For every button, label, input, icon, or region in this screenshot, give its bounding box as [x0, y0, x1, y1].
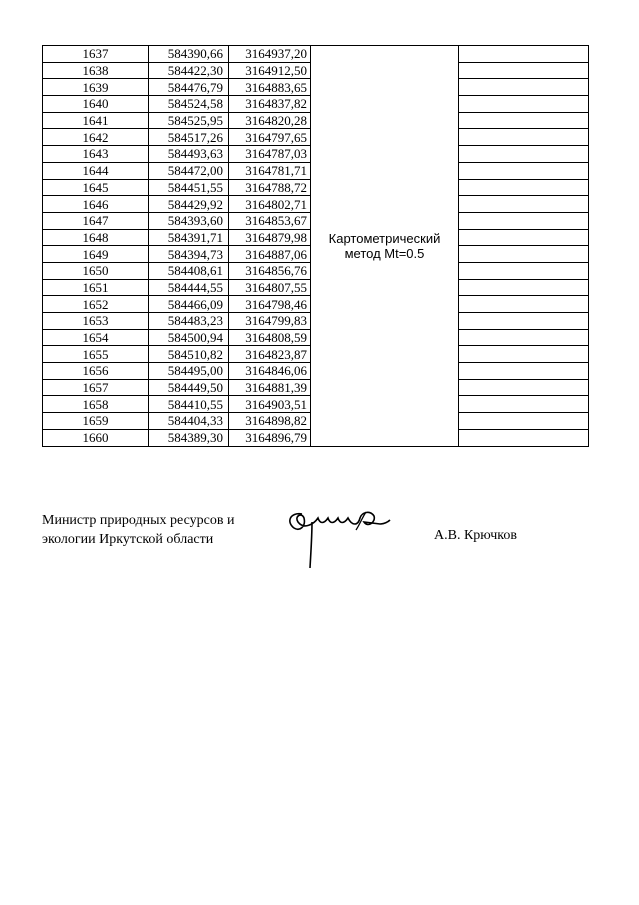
coordinate-y: 3164797,65 — [229, 129, 311, 146]
coordinate-x: 584391,71 — [149, 229, 229, 246]
coordinate-y: 3164856,76 — [229, 262, 311, 279]
empty-cell — [459, 96, 589, 113]
coordinate-x: 584393,60 — [149, 212, 229, 229]
handwritten-signature — [284, 500, 394, 572]
coordinate-x: 584394,73 — [149, 246, 229, 263]
coordinate-x: 584410,55 — [149, 396, 229, 413]
coordinate-x: 584422,30 — [149, 62, 229, 79]
point-number: 1640 — [43, 96, 149, 113]
empty-cell — [459, 46, 589, 63]
coordinate-y: 3164781,71 — [229, 162, 311, 179]
empty-cell — [459, 62, 589, 79]
point-number: 1656 — [43, 363, 149, 380]
empty-cell — [459, 112, 589, 129]
coordinate-y: 3164798,46 — [229, 296, 311, 313]
coordinate-x: 584493,63 — [149, 146, 229, 163]
coordinate-y: 3164879,98 — [229, 229, 311, 246]
coordinate-x: 584390,66 — [149, 46, 229, 63]
point-number: 1639 — [43, 79, 149, 96]
point-number: 1638 — [43, 62, 149, 79]
signer-name: А.В. Крючков — [434, 528, 517, 543]
coordinate-y: 3164807,55 — [229, 279, 311, 296]
coordinate-y: 3164853,67 — [229, 212, 311, 229]
table-row — [43, 46, 589, 63]
coordinate-y: 3164896,79 — [229, 429, 311, 446]
point-number: 1660 — [43, 429, 149, 446]
point-number: 1641 — [43, 112, 149, 129]
coordinate-x: 584525,95 — [149, 112, 229, 129]
empty-cell — [459, 346, 589, 363]
coordinate-x: 584510,82 — [149, 346, 229, 363]
coordinate-y: 3164898,82 — [229, 413, 311, 430]
coordinate-y: 3164799,83 — [229, 313, 311, 330]
empty-cell — [459, 413, 589, 430]
point-number: 1650 — [43, 262, 149, 279]
coordinate-y: 3164887,06 — [229, 246, 311, 263]
coordinate-y: 3164837,82 — [229, 96, 311, 113]
point-number: 1659 — [43, 413, 149, 430]
coordinate-x: 584517,26 — [149, 129, 229, 146]
empty-cell — [459, 179, 589, 196]
coordinate-x: 584404,33 — [149, 413, 229, 430]
coordinate-y: 3164937,20 — [229, 46, 311, 63]
empty-cell — [459, 329, 589, 346]
coordinate-x: 584495,00 — [149, 363, 229, 380]
coordinate-y: 3164881,39 — [229, 379, 311, 396]
coordinate-x: 584483,23 — [149, 313, 229, 330]
point-number: 1645 — [43, 179, 149, 196]
empty-cell — [459, 79, 589, 96]
point-number: 1637 — [43, 46, 149, 63]
empty-cell — [459, 296, 589, 313]
coordinate-x: 584444,55 — [149, 279, 229, 296]
point-number: 1649 — [43, 246, 149, 263]
empty-cell — [459, 396, 589, 413]
coordinate-x: 584466,09 — [149, 296, 229, 313]
position-line-1: Министр природных ресурсов и — [42, 513, 235, 528]
coordinate-y: 3164846,06 — [229, 363, 311, 380]
point-number: 1646 — [43, 196, 149, 213]
empty-cell — [459, 212, 589, 229]
empty-cell — [459, 146, 589, 163]
coordinate-x: 584472,00 — [149, 162, 229, 179]
coordinate-x: 584408,61 — [149, 262, 229, 279]
method-cell: Картометрический метод Mt=0.5 — [311, 46, 459, 447]
signatory-position — [42, 511, 234, 549]
empty-cell — [459, 229, 589, 246]
coordinate-x: 584449,50 — [149, 379, 229, 396]
empty-cell — [459, 363, 589, 380]
coordinate-y: 3164787,03 — [229, 146, 311, 163]
point-number: 1643 — [43, 146, 149, 163]
empty-cell — [459, 262, 589, 279]
coordinate-y: 3164820,28 — [229, 112, 311, 129]
empty-cell — [459, 196, 589, 213]
coordinate-x: 584476,79 — [149, 79, 229, 96]
point-number: 1655 — [43, 346, 149, 363]
point-number: 1652 — [43, 296, 149, 313]
empty-cell — [459, 246, 589, 263]
point-number: 1647 — [43, 212, 149, 229]
coordinate-y: 3164823,87 — [229, 346, 311, 363]
empty-cell — [459, 129, 589, 146]
coordinates-table — [42, 45, 589, 447]
coordinate-x: 584524,58 — [149, 96, 229, 113]
coordinate-x: 584500,94 — [149, 329, 229, 346]
point-number: 1658 — [43, 396, 149, 413]
coordinate-y: 3164788,72 — [229, 179, 311, 196]
coordinate-y: 3164802,71 — [229, 196, 311, 213]
coordinates-table-body — [43, 46, 589, 447]
coordinate-y: 3164912,50 — [229, 62, 311, 79]
coordinate-y: 3164808,59 — [229, 329, 311, 346]
empty-cell — [459, 313, 589, 330]
coordinate-x: 584389,30 — [149, 429, 229, 446]
point-number: 1654 — [43, 329, 149, 346]
point-number: 1644 — [43, 162, 149, 179]
empty-cell — [459, 279, 589, 296]
position-line-2: экологии Иркутской области — [42, 532, 214, 547]
point-number: 1642 — [43, 129, 149, 146]
point-number: 1657 — [43, 379, 149, 396]
point-number: 1653 — [43, 313, 149, 330]
coordinate-x: 584451,55 — [149, 179, 229, 196]
point-number: 1648 — [43, 229, 149, 246]
coordinate-y: 3164883,65 — [229, 79, 311, 96]
empty-cell — [459, 162, 589, 179]
empty-cell — [459, 429, 589, 446]
coordinate-x: 584429,92 — [149, 196, 229, 213]
empty-cell — [459, 379, 589, 396]
coordinate-y: 3164903,51 — [229, 396, 311, 413]
point-number: 1651 — [43, 279, 149, 296]
